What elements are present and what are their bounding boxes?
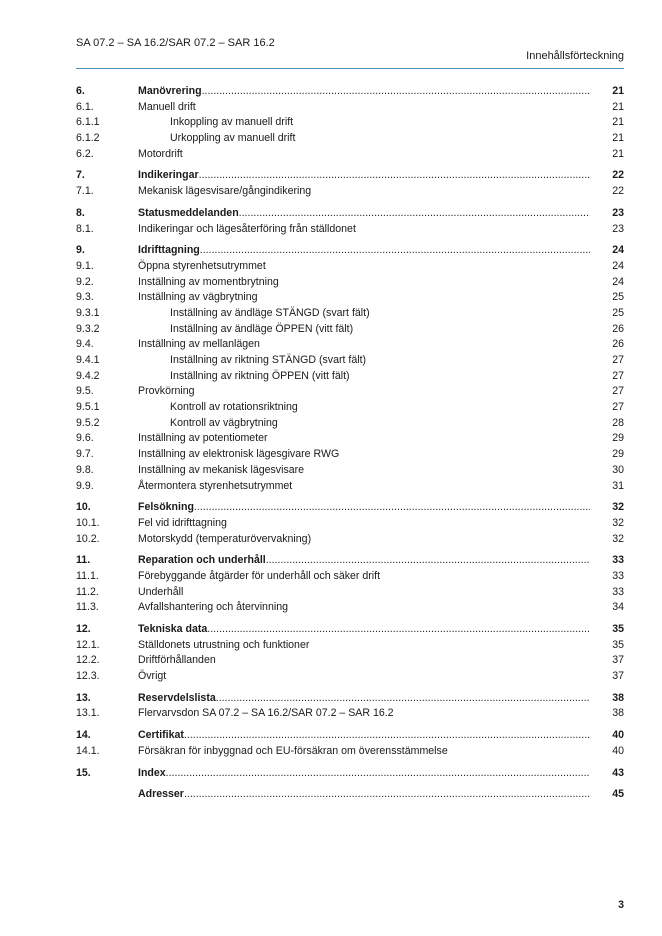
toc-entry-page: 21 xyxy=(612,100,624,113)
toc-entry[interactable] xyxy=(76,416,624,432)
toc-entry[interactable] xyxy=(76,585,624,601)
toc-entry[interactable] xyxy=(76,275,624,291)
toc-entry-title: Inkoppling av manuell drift xyxy=(170,116,294,129)
toc-entry-page: 35 xyxy=(612,623,624,635)
toc-entry-title: Motordrift xyxy=(138,147,183,160)
toc-entry-number: 7.1. xyxy=(76,185,94,198)
toc-entry-number: 8.1. xyxy=(76,222,94,235)
toc-entry-number: 6.1.1 xyxy=(76,116,100,129)
toc-entry-title-wrap xyxy=(138,447,590,463)
toc-entry[interactable] xyxy=(76,669,624,685)
toc-entry-title: Kontroll av rotationsriktning xyxy=(170,401,298,414)
toc-entry-number: 6. xyxy=(76,85,85,97)
toc-entry[interactable] xyxy=(76,184,624,200)
toc-entry[interactable] xyxy=(76,259,624,275)
toc-entry-number: 11.1. xyxy=(76,569,99,582)
toc-entry-page: 23 xyxy=(612,206,624,219)
toc-entry-title-wrap xyxy=(138,100,590,116)
dot-leader xyxy=(200,243,590,259)
toc-entry-page: 38 xyxy=(612,691,624,704)
toc-entry-title: Inställning av riktning ÖPPEN (vitt fält) xyxy=(170,369,350,382)
toc-entry-title: Manövrering xyxy=(138,85,202,97)
toc-entry-page: 21 xyxy=(612,116,624,129)
toc-entry-number: 9.3.2 xyxy=(76,322,100,335)
toc-entry-title: Inställning av momentbrytning xyxy=(138,275,279,288)
dot-leader xyxy=(207,622,590,638)
toc-entry-page: 26 xyxy=(612,322,624,335)
toc-entry-page: 30 xyxy=(612,463,624,476)
dot-leader xyxy=(199,168,590,184)
toc-entry-page: 25 xyxy=(612,291,624,304)
toc-entry-title: Avfallshantering och återvinning xyxy=(138,601,288,614)
toc-entry-page: 28 xyxy=(612,416,624,429)
toc-entry[interactable] xyxy=(76,100,624,116)
toc-entry-title-wrap xyxy=(138,479,590,495)
toc-entry-title: Tekniska data xyxy=(138,623,208,635)
toc-entry-number: 11.3. xyxy=(76,601,99,614)
toc-entry-number: 9.9. xyxy=(76,479,94,492)
toc-entry-title-wrap xyxy=(138,275,590,291)
toc-entry-page: 33 xyxy=(612,554,624,567)
toc-entry-title: Felsökning xyxy=(138,501,194,514)
toc-entry-title-wrap xyxy=(138,416,590,432)
toc-entry-number: 9.1. xyxy=(76,259,94,272)
toc-chapter-entry[interactable] xyxy=(76,206,624,222)
toc-entry-title: Reservdelslista xyxy=(138,691,216,704)
toc-entry[interactable] xyxy=(76,638,624,654)
toc-entry-title-wrap xyxy=(138,691,590,707)
toc-group xyxy=(76,691,624,722)
toc-entry-page: 43 xyxy=(612,766,624,779)
dot-leader xyxy=(266,553,590,569)
toc-entry-page: 34 xyxy=(612,601,624,614)
toc-entry-number: 12.1. xyxy=(76,638,100,651)
header-doc-code: SA 07.2 – SA 16.2/SAR 07.2 – SAR 16.2 xyxy=(76,37,275,49)
toc-entry-title: Underhåll xyxy=(138,585,184,598)
toc-entry-title-wrap xyxy=(138,259,590,275)
toc-entry-title-wrap xyxy=(138,206,590,222)
toc-entry-title: Indikeringar xyxy=(138,169,199,182)
toc-entry[interactable] xyxy=(76,653,624,669)
toc-entry-number: 12.2. xyxy=(76,654,100,667)
page-number: 3 xyxy=(618,899,624,911)
toc-entry-number: 8. xyxy=(76,206,85,219)
toc-entry-number: 11. xyxy=(76,554,91,567)
toc-entry-page: 33 xyxy=(612,585,624,598)
toc-entry-page: 27 xyxy=(612,369,624,382)
toc-entry-page: 35 xyxy=(612,638,624,651)
toc-entry-title: Inställning av mekanisk lägesvisare xyxy=(138,463,305,476)
toc-entry-number: 14.1. xyxy=(76,744,100,757)
toc-entry-number: 12.3. xyxy=(76,670,100,683)
toc-entry-title-wrap xyxy=(138,306,590,322)
toc-entry-page: 45 xyxy=(612,788,624,801)
toc-entry-number: 9.7. xyxy=(76,448,94,461)
toc-entry-number: 9.4.2 xyxy=(76,369,100,382)
toc-entry[interactable] xyxy=(76,447,624,463)
toc-entry-title: Inställning av potentiometer xyxy=(138,432,268,445)
toc-entry-page: 31 xyxy=(612,479,624,492)
toc-entry-title: Inställning av riktning STÄNGD (svart fält) xyxy=(170,354,367,366)
toc-entry-title-wrap xyxy=(138,115,590,131)
dot-leader xyxy=(239,206,590,222)
toc-entry-title-wrap xyxy=(138,184,590,200)
toc-entry-number: 6.1. xyxy=(76,100,94,113)
toc-entry-page: 38 xyxy=(612,707,624,720)
toc-entry-title: Driftförhållanden xyxy=(138,654,216,667)
toc-entry[interactable] xyxy=(76,369,624,385)
toc-entry-title-wrap xyxy=(138,400,590,416)
toc-entry-page: 24 xyxy=(612,275,624,288)
toc-group xyxy=(76,84,624,162)
toc-chapter-entry[interactable] xyxy=(76,84,624,100)
toc-group xyxy=(76,622,624,685)
toc-entry[interactable] xyxy=(76,600,624,616)
toc-entry-number: 10. xyxy=(76,501,91,514)
toc-entry-title: Adresser xyxy=(138,788,184,801)
toc-entry-number: 9.3. xyxy=(76,291,94,304)
toc-entry-title: Idrifttagning xyxy=(138,244,200,257)
toc-entry[interactable] xyxy=(76,532,624,548)
toc-entry-number: 10.2. xyxy=(76,532,100,545)
toc-entry-title-wrap xyxy=(138,500,590,516)
toc-entry-page: 29 xyxy=(612,432,624,445)
toc-entry-page: 22 xyxy=(612,169,624,182)
toc-entry-number: 9.2. xyxy=(76,275,94,288)
toc-group xyxy=(76,728,624,759)
toc-entry[interactable] xyxy=(76,290,624,306)
toc-entry[interactable] xyxy=(76,400,624,416)
dot-leader xyxy=(184,787,590,803)
toc-entry[interactable] xyxy=(76,431,624,447)
toc-chapter-entry[interactable] xyxy=(76,691,624,707)
toc-entry-title-wrap xyxy=(138,669,590,685)
toc-entry-title: Försäkran för inbyggnad och EU-försäkran om överensstämmelse xyxy=(138,744,448,757)
toc-entry-page: 24 xyxy=(612,244,624,257)
toc-chapter-entry[interactable] xyxy=(76,728,624,744)
toc-entry-title-wrap xyxy=(138,787,590,803)
toc-entry[interactable] xyxy=(76,306,624,322)
toc-entry-title-wrap xyxy=(138,384,590,400)
toc-entry-title: Ställdonets utrustning och funktioner xyxy=(138,638,310,651)
toc-entry-title: Inställning av ändläge ÖPPEN (vitt fält) xyxy=(170,322,354,335)
dot-leader xyxy=(184,728,590,744)
toc-entry-number: 11.2. xyxy=(76,585,99,598)
toc-entry-page: 32 xyxy=(612,501,624,514)
toc-entry-title: Index xyxy=(138,766,166,779)
toc-entry-page: 22 xyxy=(612,185,624,198)
toc-entry-title-wrap xyxy=(138,553,590,569)
table-of-contents xyxy=(76,84,624,809)
toc-entry-page: 25 xyxy=(612,306,624,319)
toc-entry-number: 10.1. xyxy=(76,516,100,529)
toc-entry-number: 9.6. xyxy=(76,432,94,445)
toc-entry-page: 27 xyxy=(612,354,624,366)
toc-entry[interactable] xyxy=(76,147,624,163)
toc-entry-number: 9.8. xyxy=(76,463,94,476)
toc-entry-title-wrap xyxy=(138,600,590,616)
toc-entry-title: Mekanisk lägesvisare/gångindikering xyxy=(138,185,312,198)
toc-group xyxy=(76,787,624,803)
toc-entry-number: 9.4. xyxy=(76,338,94,351)
toc-entry-title: Motorskydd (temperaturövervakning) xyxy=(138,532,312,545)
toc-entry-number: 9.5.1 xyxy=(76,401,100,414)
toc-group xyxy=(76,243,624,494)
toc-entry-number: 13. xyxy=(76,691,91,704)
toc-entry-title: Fel vid idrifttagning xyxy=(138,516,227,529)
dot-leader xyxy=(216,691,590,707)
toc-entry-title-wrap xyxy=(138,431,590,447)
toc-entry-title-wrap xyxy=(138,516,590,532)
header-divider xyxy=(76,68,624,69)
toc-entry-title: Reparation och underhåll xyxy=(138,554,266,567)
dot-leader xyxy=(194,500,590,516)
toc-chapter-entry[interactable] xyxy=(76,787,624,803)
toc-entry-number: 14. xyxy=(76,729,91,742)
toc-entry-title: Inställning av ändläge STÄNGD (svart fält) xyxy=(170,306,370,319)
toc-entry-title-wrap xyxy=(138,532,590,548)
toc-entry[interactable] xyxy=(76,337,624,353)
toc-group xyxy=(76,206,624,237)
toc-group xyxy=(76,500,624,547)
toc-entry-page: 32 xyxy=(612,516,624,529)
toc-entry[interactable] xyxy=(76,569,624,585)
toc-entry-title-wrap xyxy=(138,353,590,369)
toc-entry-number: 13.1. xyxy=(76,707,100,720)
toc-chapter-entry[interactable] xyxy=(76,243,624,259)
toc-entry-title: Återmontera styrenhetsutrymmet xyxy=(138,479,293,492)
toc-entry-title-wrap xyxy=(138,337,590,353)
toc-entry-number: 7. xyxy=(76,169,85,182)
toc-chapter-entry[interactable] xyxy=(76,766,624,782)
toc-entry-title-wrap xyxy=(138,147,590,163)
toc-entry-page: 21 xyxy=(612,132,624,145)
toc-entry[interactable] xyxy=(76,706,624,722)
toc-entry-title: Övrigt xyxy=(138,670,167,683)
toc-entry-title-wrap xyxy=(138,638,590,654)
toc-entry-title-wrap xyxy=(138,84,590,100)
toc-entry-title: Statusmeddelanden xyxy=(138,206,239,219)
toc-entry-number: 9. xyxy=(76,244,85,257)
toc-entry-number: 9.5.2 xyxy=(76,416,100,429)
toc-entry-title: Öppna styrenhetsutrymmet xyxy=(138,259,266,272)
toc-entry-title: Manuell drift xyxy=(138,100,196,113)
toc-entry-page: 27 xyxy=(612,385,624,398)
toc-chapter-entry[interactable] xyxy=(76,553,624,569)
toc-entry-page: 29 xyxy=(612,448,624,461)
toc-entry-page: 24 xyxy=(612,259,624,272)
toc-entry[interactable] xyxy=(76,322,624,338)
toc-entry-title: Flervarvsdon SA 07.2 – SA 16.2/SAR 07.2 – SAR 16.2 xyxy=(138,707,394,720)
toc-entry-number: 9.3.1 xyxy=(76,306,100,319)
toc-entry-page: 37 xyxy=(612,654,624,667)
dot-leader xyxy=(166,766,590,782)
toc-entry[interactable] xyxy=(76,222,624,238)
toc-entry-title: Provkörning xyxy=(138,385,195,398)
toc-entry-page: 40 xyxy=(612,729,624,742)
toc-entry-number: 9.4.1 xyxy=(76,354,100,366)
toc-entry-page: 40 xyxy=(612,744,624,757)
toc-entry-title: Kontroll av vägbrytning xyxy=(170,416,278,429)
toc-entry-number: 15. xyxy=(76,766,91,779)
toc-chapter-entry[interactable] xyxy=(76,622,624,638)
toc-entry-page: 37 xyxy=(612,670,624,683)
toc-entry-title-wrap xyxy=(138,728,590,744)
toc-entry-title-wrap xyxy=(138,131,590,147)
toc-group xyxy=(76,553,624,616)
toc-entry-title-wrap xyxy=(138,463,590,479)
toc-entry-title: Inställning av vägbrytning xyxy=(138,291,258,304)
header-section-title: Innehållsförteckning xyxy=(526,50,624,62)
toc-entry-title-wrap xyxy=(138,222,590,238)
toc-entry[interactable] xyxy=(76,516,624,532)
toc-group xyxy=(76,168,624,199)
toc-entry-title-wrap xyxy=(138,653,590,669)
toc-entry-number: 12. xyxy=(76,623,91,635)
toc-entry-title: Inställning av elektronisk lägesgivare RWG xyxy=(138,448,340,461)
toc-entry[interactable] xyxy=(76,131,624,147)
toc-group xyxy=(76,766,624,782)
toc-entry[interactable] xyxy=(76,744,624,760)
toc-entry[interactable] xyxy=(76,479,624,495)
toc-entry-title-wrap xyxy=(138,744,590,760)
toc-entry-page: 32 xyxy=(612,532,624,545)
toc-entry-title-wrap xyxy=(138,569,590,585)
toc-entry-page: 27 xyxy=(612,401,624,414)
toc-chapter-entry[interactable] xyxy=(76,168,624,184)
toc-entry[interactable] xyxy=(76,353,624,369)
toc-entry[interactable] xyxy=(76,463,624,479)
toc-entry-title-wrap xyxy=(138,706,590,722)
toc-entry-title: Urkoppling av manuell drift xyxy=(170,132,296,145)
toc-entry-title: Inställning av mellanlägen xyxy=(138,338,260,351)
toc-entry-title-wrap xyxy=(138,290,590,306)
toc-entry-title-wrap xyxy=(138,322,590,338)
toc-entry-title: Indikeringar och lägesåterföring från ställdonet xyxy=(138,222,356,235)
toc-entry-page: 33 xyxy=(612,569,624,582)
toc-entry-title-wrap xyxy=(138,622,590,638)
toc-entry-page: 23 xyxy=(612,222,624,235)
toc-chapter-entry[interactable] xyxy=(76,500,624,516)
toc-entry-page: 26 xyxy=(612,338,624,351)
toc-entry-page: 21 xyxy=(612,85,624,97)
toc-entry-title-wrap xyxy=(138,369,590,385)
toc-entry-title-wrap xyxy=(138,766,590,782)
toc-entry[interactable] xyxy=(76,115,624,131)
toc-entry-title-wrap xyxy=(138,243,590,259)
dot-leader xyxy=(202,84,590,100)
toc-entry-title: Förebyggande åtgärder för underhåll och säker drift xyxy=(138,569,381,582)
toc-entry-title-wrap xyxy=(138,168,590,184)
toc-entry-number: 6.1.2 xyxy=(76,132,100,145)
toc-entry[interactable] xyxy=(76,384,624,400)
toc-entry-title: Certifikat xyxy=(138,729,184,742)
toc-entry-title-wrap xyxy=(138,585,590,601)
toc-entry-number: 9.5. xyxy=(76,385,94,398)
toc-entry-page: 21 xyxy=(612,147,624,160)
toc-entry-number: 6.2. xyxy=(76,147,94,160)
